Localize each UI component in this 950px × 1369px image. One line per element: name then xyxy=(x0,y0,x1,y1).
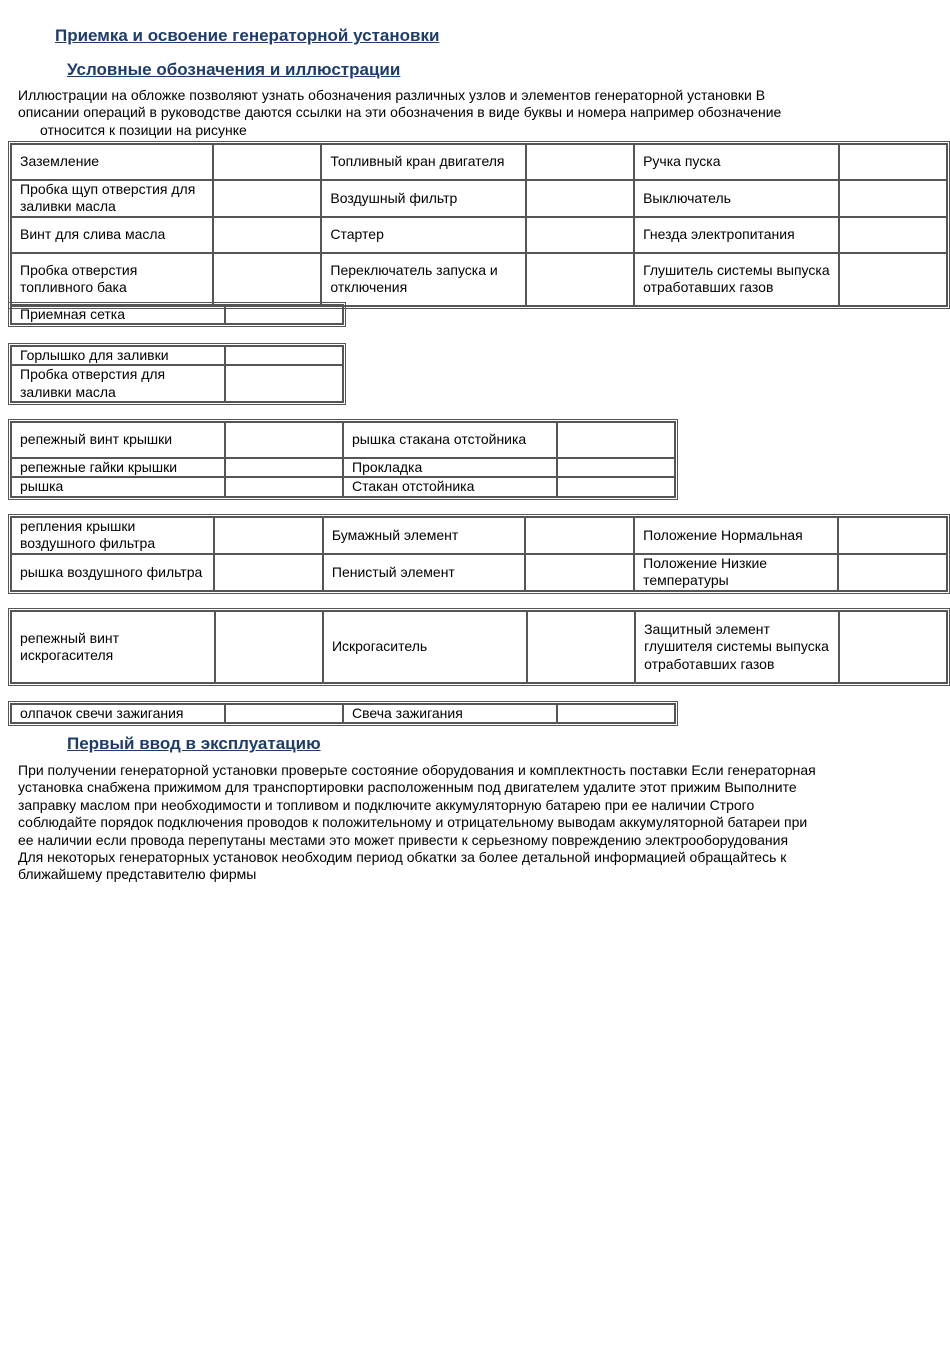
legend-table-air-filter xyxy=(8,514,950,594)
legend-label: Пенистый элемент xyxy=(323,554,525,591)
legend-code xyxy=(839,144,947,180)
legend-code xyxy=(557,477,675,496)
legend-label: Винт для слива масла xyxy=(11,217,213,253)
legend-table-spark-arrester xyxy=(8,608,950,686)
legend-code xyxy=(225,365,343,402)
legend-label: Пробка щуп отверстия для заливки масла xyxy=(11,180,213,217)
legend-code xyxy=(225,477,343,496)
legend-code xyxy=(225,305,343,324)
legend-label: Заземление xyxy=(11,144,213,180)
legend-label: Прокладка xyxy=(343,458,557,477)
text-line: ближайшему представителю фирмы xyxy=(18,866,257,883)
legend-code xyxy=(213,217,321,253)
legend-code xyxy=(215,611,323,683)
legend-table-main-extra xyxy=(8,302,346,327)
text-line: ее наличии если провода перепутаны местами это может привести к серьезному повреждению электрооборудования xyxy=(18,831,789,848)
legend-code xyxy=(557,422,675,458)
text-line: относится к позиции на рисунке xyxy=(40,121,247,138)
legend-code xyxy=(213,144,321,180)
legend-label: рышка воздушного фильтра xyxy=(11,554,214,591)
text-line: описании операций в руководстве даются ссылки на эти обозначения в виде буквы и номера например обозначение xyxy=(18,104,782,121)
legend-code xyxy=(557,458,675,477)
legend-label: рышка стакана отстойника xyxy=(343,422,557,458)
text-line: соблюдайте порядок подключения проводов к положительному и отрицательному выводам аккумуляторной батареи при xyxy=(18,814,808,831)
legend-label: Пробка отверстия для заливки масла xyxy=(11,365,225,402)
legend-label: Ручка пуска xyxy=(634,144,839,180)
legend-label: Приемная сетка xyxy=(11,305,225,324)
legend-label: олпачок свечи зажигания xyxy=(11,704,225,723)
legend-label: Бумажный элемент xyxy=(323,517,525,554)
legend-table-fuel-cup xyxy=(8,419,678,500)
page-heading: Приемка и освоение генераторной установки xyxy=(55,26,440,45)
legend-code xyxy=(214,554,323,591)
legend-label: Защитный элемент глушителя системы выпуска отработавших газов xyxy=(635,611,839,683)
legend-label: Горлышко для заливки xyxy=(11,346,225,365)
legend-intro-text xyxy=(18,87,918,139)
legend-code xyxy=(213,253,321,306)
legend-code xyxy=(225,346,343,365)
text-line: При получении генераторной установки проверьте состояние оборудования и комплектность поставки Если генераторная xyxy=(18,762,816,778)
legend-code xyxy=(526,217,634,253)
legend-label: Стартер xyxy=(321,217,526,253)
legend-code xyxy=(557,704,675,723)
legend-label: Положение Нормальная xyxy=(634,517,838,554)
legend-code xyxy=(839,611,947,683)
legend-code xyxy=(525,554,634,591)
legend-label: репления крышки воздушного фильтра xyxy=(11,517,214,554)
legend-label: репежные гайки крышки xyxy=(11,458,225,477)
legend-label: Выключатель xyxy=(634,180,839,217)
legend-label: Переключатель запуска и отключения xyxy=(321,253,526,306)
legend-code xyxy=(839,217,947,253)
legend-label: Свеча зажигания xyxy=(343,704,557,723)
legend-code xyxy=(213,180,321,217)
legend-code xyxy=(527,611,635,683)
legend-code xyxy=(225,458,343,477)
legend-label: репежный винт искрогасителя xyxy=(11,611,215,683)
legend-code xyxy=(526,144,634,180)
legend-code xyxy=(838,517,947,554)
legend-label: Глушитель системы выпуска отработавших газов xyxy=(634,253,839,306)
text-line: Для некоторых генераторных установок необходим период обкатки за более детальной информацией обращайтесь к xyxy=(18,849,787,866)
legend-code xyxy=(838,554,947,591)
legend-code xyxy=(839,253,947,306)
legend-code xyxy=(225,422,343,458)
legend-label: Стакан отстойника xyxy=(343,477,557,496)
section-title-first-use: Первый ввод в эксплуатацию xyxy=(67,734,321,753)
legend-label: Воздушный фильтр xyxy=(321,180,526,217)
legend-label: Положение Низкие температуры xyxy=(634,554,838,591)
legend-label: репежный винт крышки xyxy=(11,422,225,458)
legend-code xyxy=(225,704,343,723)
legend-label: Гнезда электропитания xyxy=(634,217,839,253)
legend-label: Топливный кран двигателя xyxy=(321,144,526,180)
legend-label: Искрогаситель xyxy=(323,611,527,683)
text-line: Иллюстрации на обложке позволяют узнать обозначения различных узлов и элементов генераторной установки В xyxy=(18,87,766,103)
legend-table-main xyxy=(8,141,950,309)
legend-code xyxy=(526,253,634,306)
legend-label: Пробка отверстия топливного бака xyxy=(11,253,213,306)
text-line: заправку маслом при необходимости и топливом и подключите аккумуляторную батарею при ее наличии Строго xyxy=(18,796,755,813)
text-line: установка снабжена прижимом для транспортировки расположенным под двигателем удалите этот прижим Выполните xyxy=(18,779,797,796)
legend-table-oil xyxy=(8,343,346,405)
legend-table-spark-plug xyxy=(8,701,678,726)
section-title-legend: Условные обозначения и иллюстрации xyxy=(67,60,401,79)
legend-code xyxy=(526,180,634,217)
legend-label: рышка xyxy=(11,477,225,496)
legend-code xyxy=(525,517,634,554)
first-use-text xyxy=(18,762,918,884)
legend-code xyxy=(214,517,323,554)
legend-code xyxy=(839,180,947,217)
